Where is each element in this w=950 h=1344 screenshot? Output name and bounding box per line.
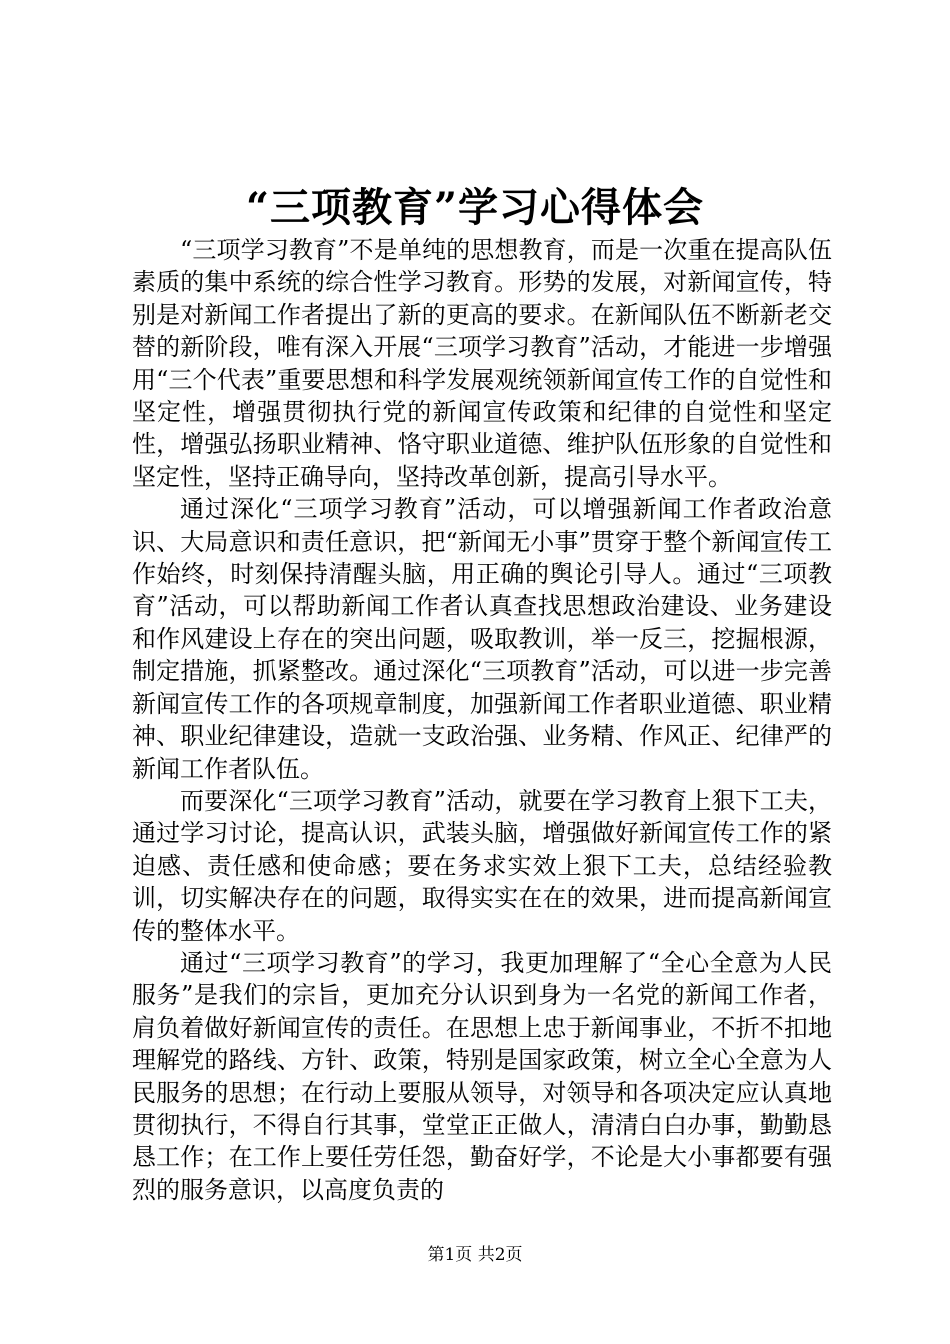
paragraph: 通过“三项学习教育”的学习，我更加理解了“全心全意为人民服务”是我们的宗旨，更加充分认识到身为一名党的新闻工作者，肩负着做好新闻宣传的责任。在思想上忠于新闻事业，不折不扣地理解党的路线、方针、政策，特别是国家政策，树立全心全意为人民服务的思想；在行动上要服从领导，对领导和各项决定应认真地贯彻执行，不得自行其事，堂堂正正做人，清清白白办事，勤勤恳恳工作；在工作上要任劳任怨，勤奋好学，不论是大小事都要有强烈的服务意识，以高度负责的 [132,948,832,1204]
page-title: “三项教育”学习心得体会 [245,184,704,231]
page-footer: 第1页 共2页 [427,1245,523,1265]
paragraph: 通过深化“三项学习教育”活动，可以增强新闻工作者政治意识、大局意识和责任意识，把“新闻无小事”贯穿于整个新闻宣传工作始终，时刻保持清醒头脑，用正确的舆论引导人。通过“三项教育”活动，可以帮助新闻工作者认真查找思想政治建设、业务建设和作风建设上存在的突出问题，吸取教训，举一反三，挖掘根源，制定措施，抓紧整改。通过深化“三项教育”活动，可以进一步完善新闻宣传工作的各项规章制度，加强新闻工作者职业道德、职业精神、职业纪律建设，造就一支政治强、业务精、作风正、纪律严的新闻工作者队伍。 [132,495,832,783]
paragraph: 而要深化“三项学习教育”活动，就要在学习教育上狠下工夫，通过学习讨论，提高认识，武装头脑，增强做好新闻宣传工作的紧迫感、责任感和使命感；要在务求实效上狠下工夫，总结经验教训，切实解决存在的问题，取得实实在在的效果，进而提高新闻宣传的整体水平。 [132,786,832,945]
paragraph: “三项学习教育”不是单纯的思想教育，而是一次重在提高队伍素质的集中系统的综合性学习教育。形势的发展，对新闻宣传，特别是对新闻工作者提出了新的更高的要求。在新闻队伍不断新老交替的新阶段，唯有深入开展“三项学习教育”活动，才能进一步增强用“三个代表”重要思想和科学发展观统领新闻宣传工作的自觉性和坚定性，增强贯彻执行党的新闻宣传政策和纪律的自觉性和坚定性，增强弘扬职业精神、恪守职业道德、维护队伍形象的自觉性和坚定性，坚持正确导向，坚持改革创新，提高引导水平。 [132,236,832,491]
document-body [132,234,832,1206]
